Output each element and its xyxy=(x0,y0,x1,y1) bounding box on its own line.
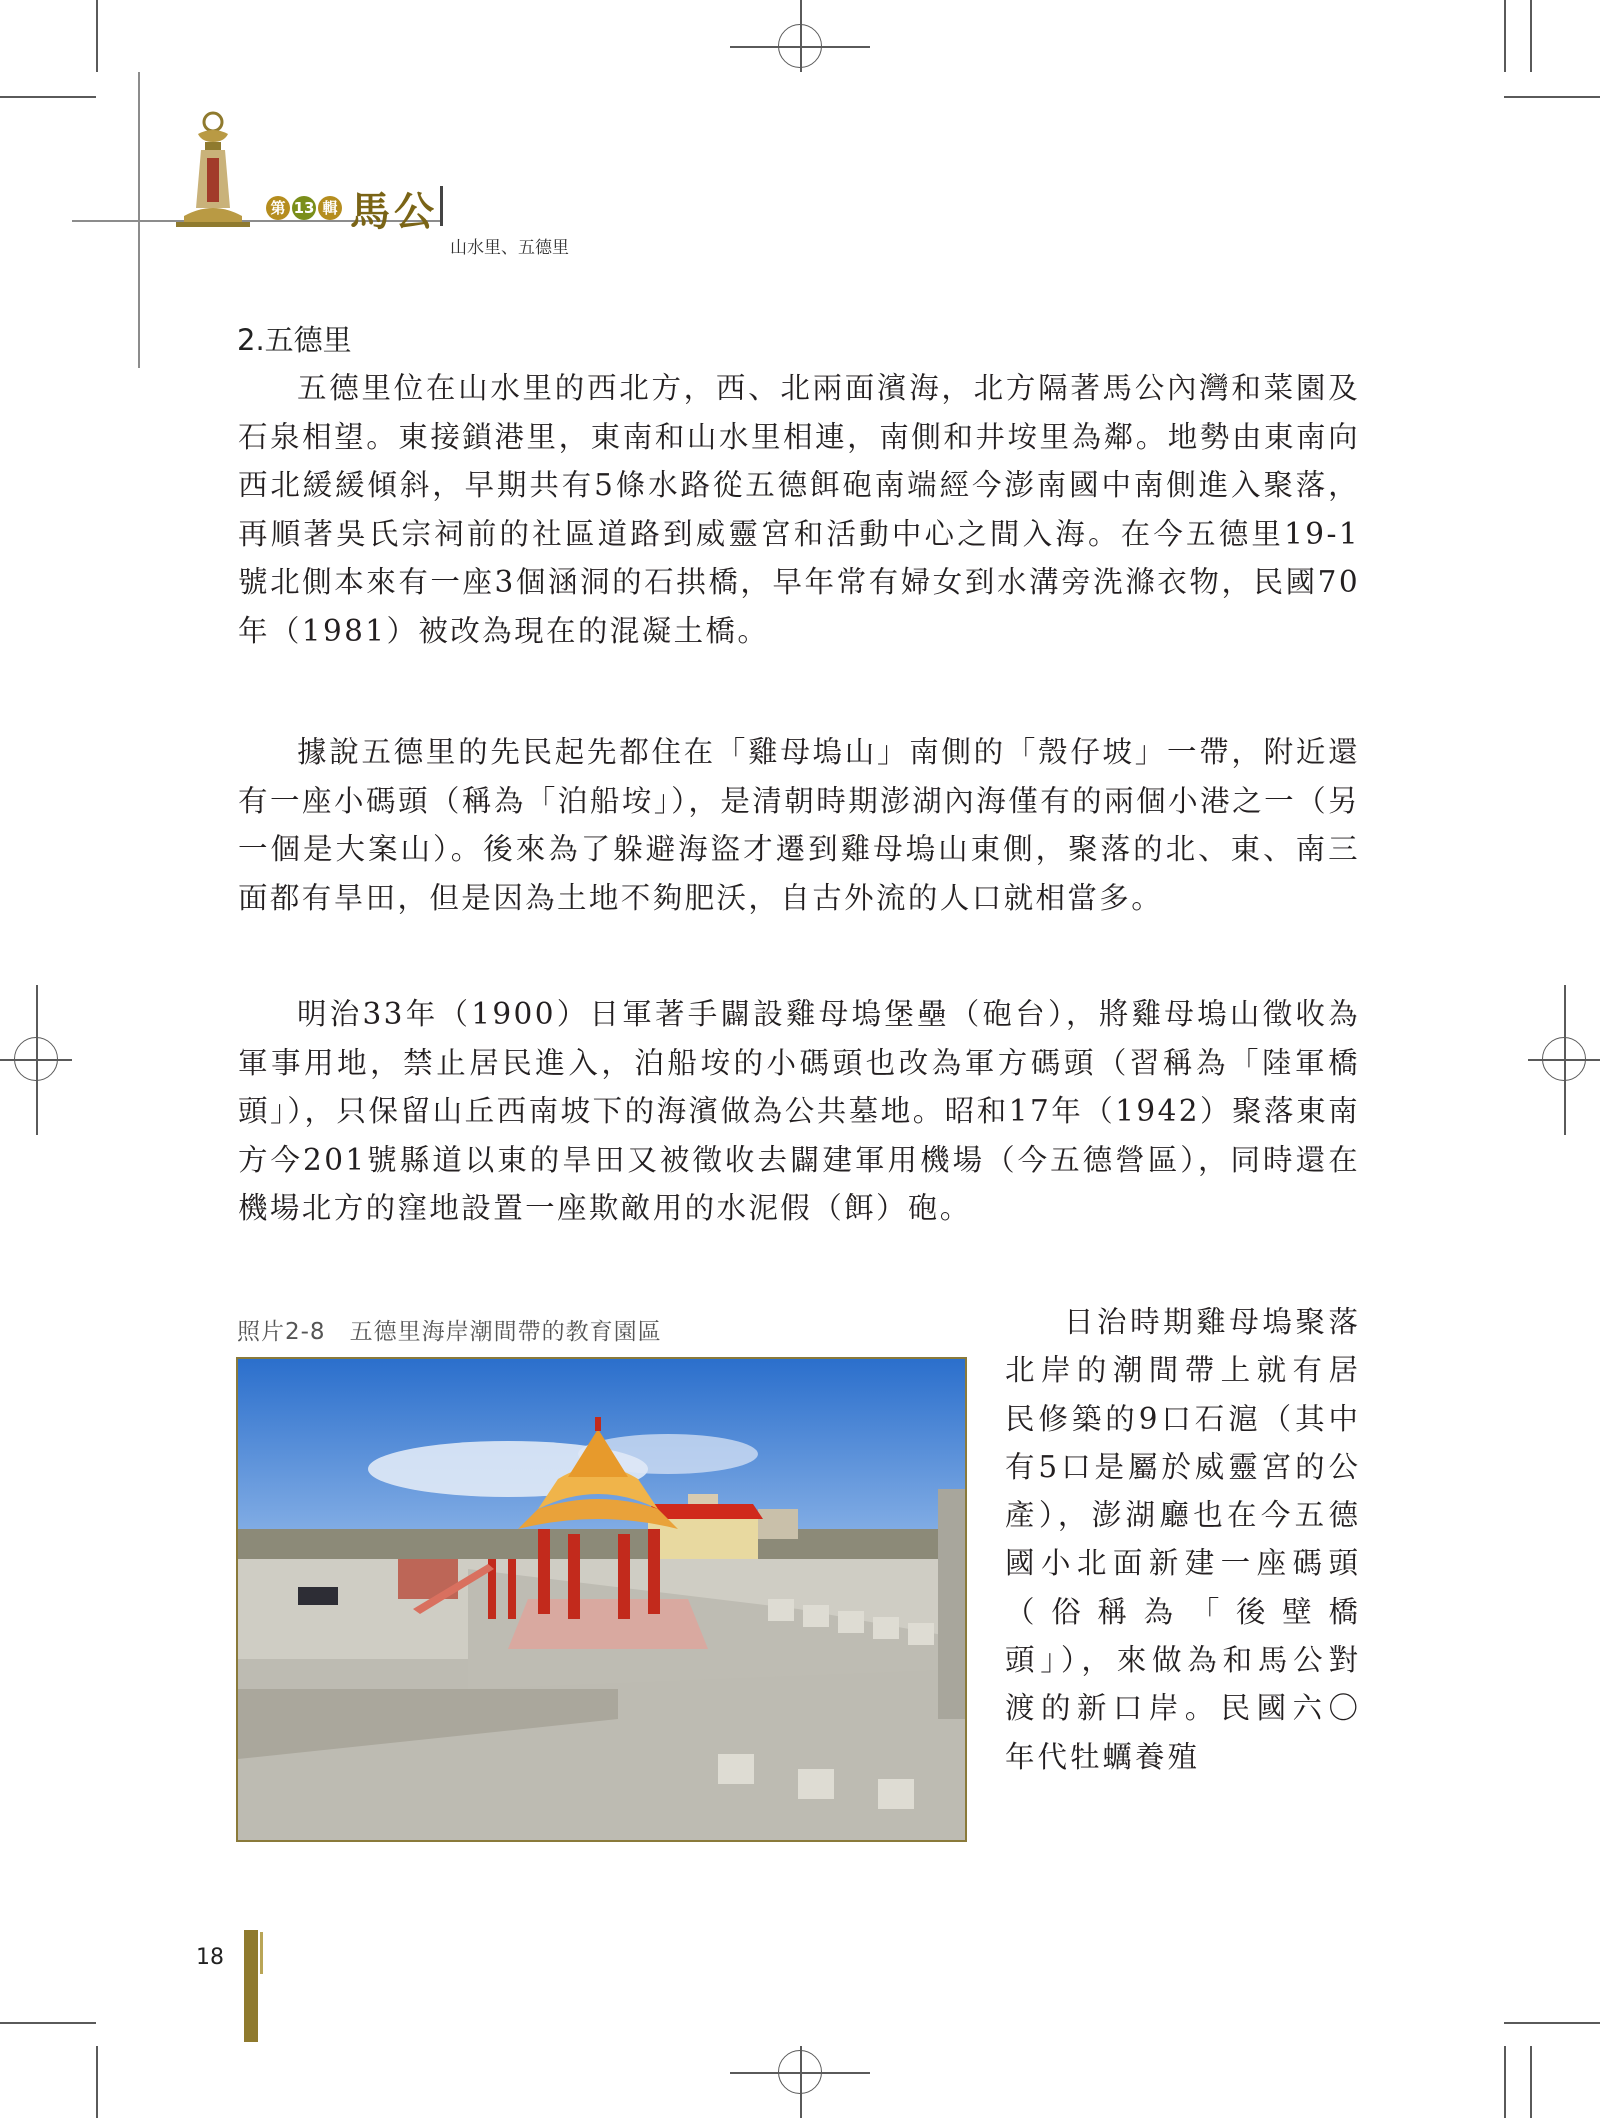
photo-pavilion xyxy=(236,1357,967,1842)
page-bar-accent xyxy=(260,1932,263,1974)
crop-mark xyxy=(36,985,38,1135)
crop-mark xyxy=(800,2046,802,2118)
title-divider xyxy=(440,186,443,226)
volume-badge xyxy=(266,196,342,220)
crop-mark xyxy=(1504,2022,1600,2024)
volume-number: 13 xyxy=(292,196,316,220)
crop-mark xyxy=(0,96,96,98)
paragraph: 五德里位在山水里的西北方，西、北兩面濱海，北方隔著馬公內灣和菜園及石泉相望。東接鎖港里，東南和山水里相連，南側和井垵里為鄰。地勢由東南向西北緩緩傾斜，早期共有5條水路從五德餌砲南端經今澎南國中南側進入聚落，再順著吳氏宗祠前的社區道路到威靈宮和活動中心之間入海。在今五德里19-1號北側本來有一座3個涵洞的石拱橋，早年常有婦女到水溝旁洗滌衣物，民國70年（1981）被改為現在的混凝土橋。 xyxy=(238,371,1360,648)
figure-caption: 照片2-8 五德里海岸潮間帶的教育園區 xyxy=(237,1319,662,1345)
crop-mark xyxy=(1564,985,1566,1135)
crop-mark xyxy=(96,0,98,72)
crop-mark xyxy=(96,2046,98,2118)
paragraph: 據說五德里的先民起先都住在「雞母塢山」南側的「殼仔坡」一帶，附近還有一座小碼頭（稱為「泊船垵」），是清朝時期澎湖內海僅有的兩個小港之一（另一個是大案山）。後來為了躲避海盜才遷到雞母塢山東側，聚落的北、東、南三面都有旱田，但是因為土地不夠肥沃，自古外流的人口就相當多。 xyxy=(238,735,1360,915)
crop-mark xyxy=(1530,0,1532,72)
chapter-subtitle: 山水里、五德里 xyxy=(450,238,569,258)
crop-mark xyxy=(0,2022,96,2024)
paragraph: 明治33年（1900）日軍著手闢設雞母塢堡壘（砲台），將雞母塢山徵收為軍事用地，禁止居民進入，泊船垵的小碼頭也改為軍方碼頭（習稱為「陸軍橋頭」），只保留山丘西南坡下的海濱做為公共墓地。昭和17年（1942）聚落東南方今201號縣道以東的旱田又被徵收去闢建軍用機場（今五德營區），同時還在機場北方的窪地設置一座欺敵用的水泥假（餌）砲。 xyxy=(238,997,1360,1225)
side-paragraph: 日治時期雞母塢聚落北岸的潮間帶上就有居民修築的9口石滬（其中有5口是屬於威靈宮的公產），澎湖廳也在今五德國小北面新建一座碼頭（俗稱為「後壁橋頭」），來做為和馬公對渡的新口岸。民國六〇年代牡蠣養殖 xyxy=(1005,1305,1361,1774)
section-heading: 2.五德里 xyxy=(237,323,352,357)
temple-emblem-icon xyxy=(168,108,258,228)
crop-mark xyxy=(1504,0,1506,72)
crop-mark xyxy=(800,0,802,72)
volume-prefix: 第 xyxy=(266,196,290,220)
crop-mark xyxy=(1530,2046,1532,2118)
crop-mark xyxy=(1504,2046,1506,2118)
volume-suffix: 輯 xyxy=(318,196,342,220)
page-bar xyxy=(244,1930,258,2042)
book-title: 馬公 xyxy=(350,188,438,235)
page-number: 18 xyxy=(196,1945,224,1970)
crop-mark xyxy=(1504,96,1600,98)
